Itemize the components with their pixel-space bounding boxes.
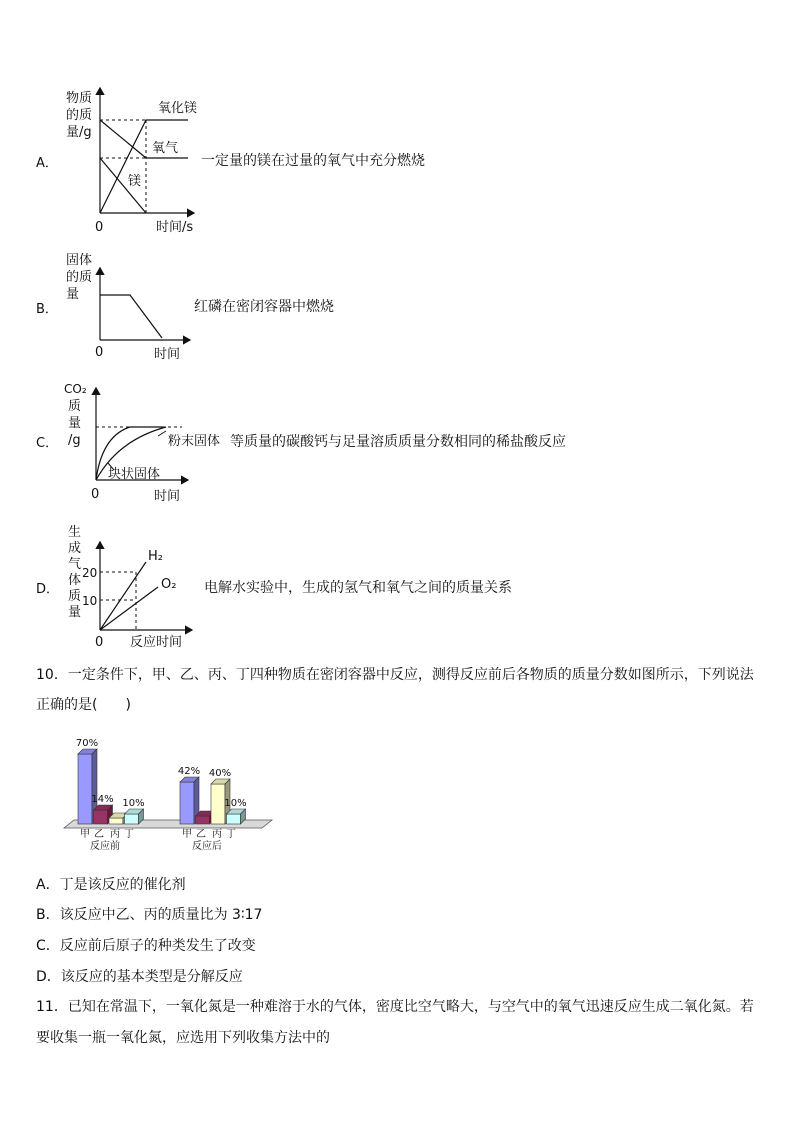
option-d-ylabel-1: 生 (68, 525, 82, 540)
option-a-description: 一定量的镁在过量的氧气中充分燃烧 (201, 153, 425, 169)
cat-label-before-jia: 甲 (80, 829, 90, 840)
option-c-label-block: 块状固体 (108, 467, 161, 482)
cat-label-after-yi: 乙 (196, 829, 206, 840)
option-d-origin: 0 (95, 635, 104, 650)
cat-label-before-yi: 乙 (94, 829, 104, 840)
option-c-description: 等质量的碳酸钙与足量溶质质量分数相同的稀盐酸反应 (230, 434, 566, 450)
cat-label-before-ding: 丁 (124, 829, 134, 840)
option-c-graph (58, 378, 221, 508)
option-d-label-h2: H₂ (148, 549, 163, 564)
option-d-tick-20: 20 (82, 566, 98, 580)
option-c-origin: 0 (91, 487, 100, 502)
bar-value-label-0-1: 14% (91, 794, 114, 805)
option-d-description: 电解水实验中，生成的氢气和氧气之间的质量关系 (204, 580, 512, 596)
bar-0-3 (125, 814, 139, 824)
bar-value-label-1-3: 10% (224, 798, 247, 809)
option-c-label-powder: 粉末固体 (168, 434, 221, 449)
option-d-graph (58, 520, 208, 652)
option-c-ylabel-2: 质 (68, 399, 82, 414)
option-d-ylabel-5: 质 (68, 589, 82, 604)
option-d-ylabel-2: 成 (68, 541, 82, 556)
option-b-xlabel: 时间 (154, 347, 181, 362)
bar-0-2 (109, 818, 123, 824)
bar-0-1 (94, 810, 108, 824)
option-b-letter: B． (36, 302, 58, 317)
option-b-ylabel-2: 的质 (66, 270, 93, 285)
option-b-origin: 0 (95, 345, 104, 360)
option-d-xlabel: 反应时间 (130, 635, 183, 650)
option-b-curve (100, 295, 162, 338)
option-a-label-mg: 镁 (128, 174, 142, 189)
option-a-curve-mgo (100, 120, 188, 213)
question-11-line-1: 11．已知在常温下，一氧化氮是一种难溶于水的气体，密度比空气略大，与空气中的氧气迅速反应生成二氧化氮。若 (36, 999, 754, 1015)
option-d-ylabel-6: 量 (68, 605, 82, 620)
group-label-before: 反应前 (90, 841, 120, 852)
option-a-letter: A． (36, 156, 58, 171)
option-d-label-o2: O₂ (161, 577, 177, 592)
question-11-line-2: 要收集一瓶一氧化氮，应选用下列收集方法中的 (36, 1030, 330, 1046)
option-b-graph (58, 248, 208, 366)
option-d-line-o2 (100, 587, 158, 630)
bar-1-0 (180, 782, 194, 824)
bar-1-3 (227, 814, 241, 824)
option-c-ylabel-3: 量 (68, 416, 82, 431)
option-a-graph (58, 82, 208, 240)
q10-choice-a: A．丁是该反应的催化剂 (36, 877, 186, 893)
q10-choice-b: B．该反应中乙、丙的质量比为 3∶17 (36, 907, 263, 923)
option-d-ylabel-3: 气 (68, 557, 82, 572)
option-d-ylabel-4: 体 (68, 573, 82, 588)
bar-1-2 (211, 784, 225, 824)
option-c-letter: C． (36, 436, 59, 451)
option-c-ylabel-4: /g (68, 433, 81, 448)
option-a-xlabel: 时间/s (156, 220, 194, 235)
option-a-origin: 0 (95, 220, 104, 235)
q10-choice-c: C．反应前后原子的种类发生了改变 (36, 938, 256, 954)
option-a-ylabel-2: 的质 (66, 108, 93, 123)
bar-0-0 (78, 754, 92, 824)
bar-value-label-1-2: 40% (208, 768, 232, 779)
option-a-label-o2: 氧气 (152, 141, 179, 156)
question-10-line-1: 10．一定条件下，甲、乙、丙、丁四种物质在密闭容器中反应，测得反应前后各物质的质量分数如图所示，下列说法 (36, 667, 754, 683)
q10-bar-chart (58, 734, 278, 852)
option-d-letter: D． (36, 582, 60, 597)
option-b-ylabel-3: 量 (66, 287, 80, 302)
cat-label-before-bing: 丙 (110, 829, 120, 840)
bar-1-1 (196, 816, 210, 824)
q10-choice-d: D．该反应的基本类型是分解反应 (36, 969, 243, 985)
option-c-xlabel: 时间 (154, 489, 181, 504)
option-c-pointer-powder (158, 431, 166, 436)
option-b-description: 红磷在密闭容器中燃烧 (194, 299, 334, 315)
question-10-line-2: 正确的是( ) (36, 697, 131, 713)
option-c-ylabel-1: CO₂ (64, 382, 87, 396)
option-d-tick-10: 10 (82, 594, 98, 608)
group-label-after: 反应后 (192, 841, 222, 852)
bar-value-label-0-0: 70% (75, 738, 99, 749)
bar-value-label-0-3: 10% (122, 798, 145, 809)
bar-value-label-1-0: 42% (177, 766, 201, 777)
option-a-label-mgo: 氧化镁 (158, 101, 198, 116)
option-b-ylabel-1: 固体 (66, 253, 93, 268)
option-a-ylabel-1: 物质 (66, 91, 93, 106)
option-a-ylabel-3: 量/g (66, 125, 92, 140)
cat-label-after-bing: 丙 (212, 829, 222, 840)
chart-bars (78, 749, 246, 824)
cat-label-after-ding: 丁 (226, 829, 236, 840)
cat-label-after-jia: 甲 (182, 829, 192, 840)
